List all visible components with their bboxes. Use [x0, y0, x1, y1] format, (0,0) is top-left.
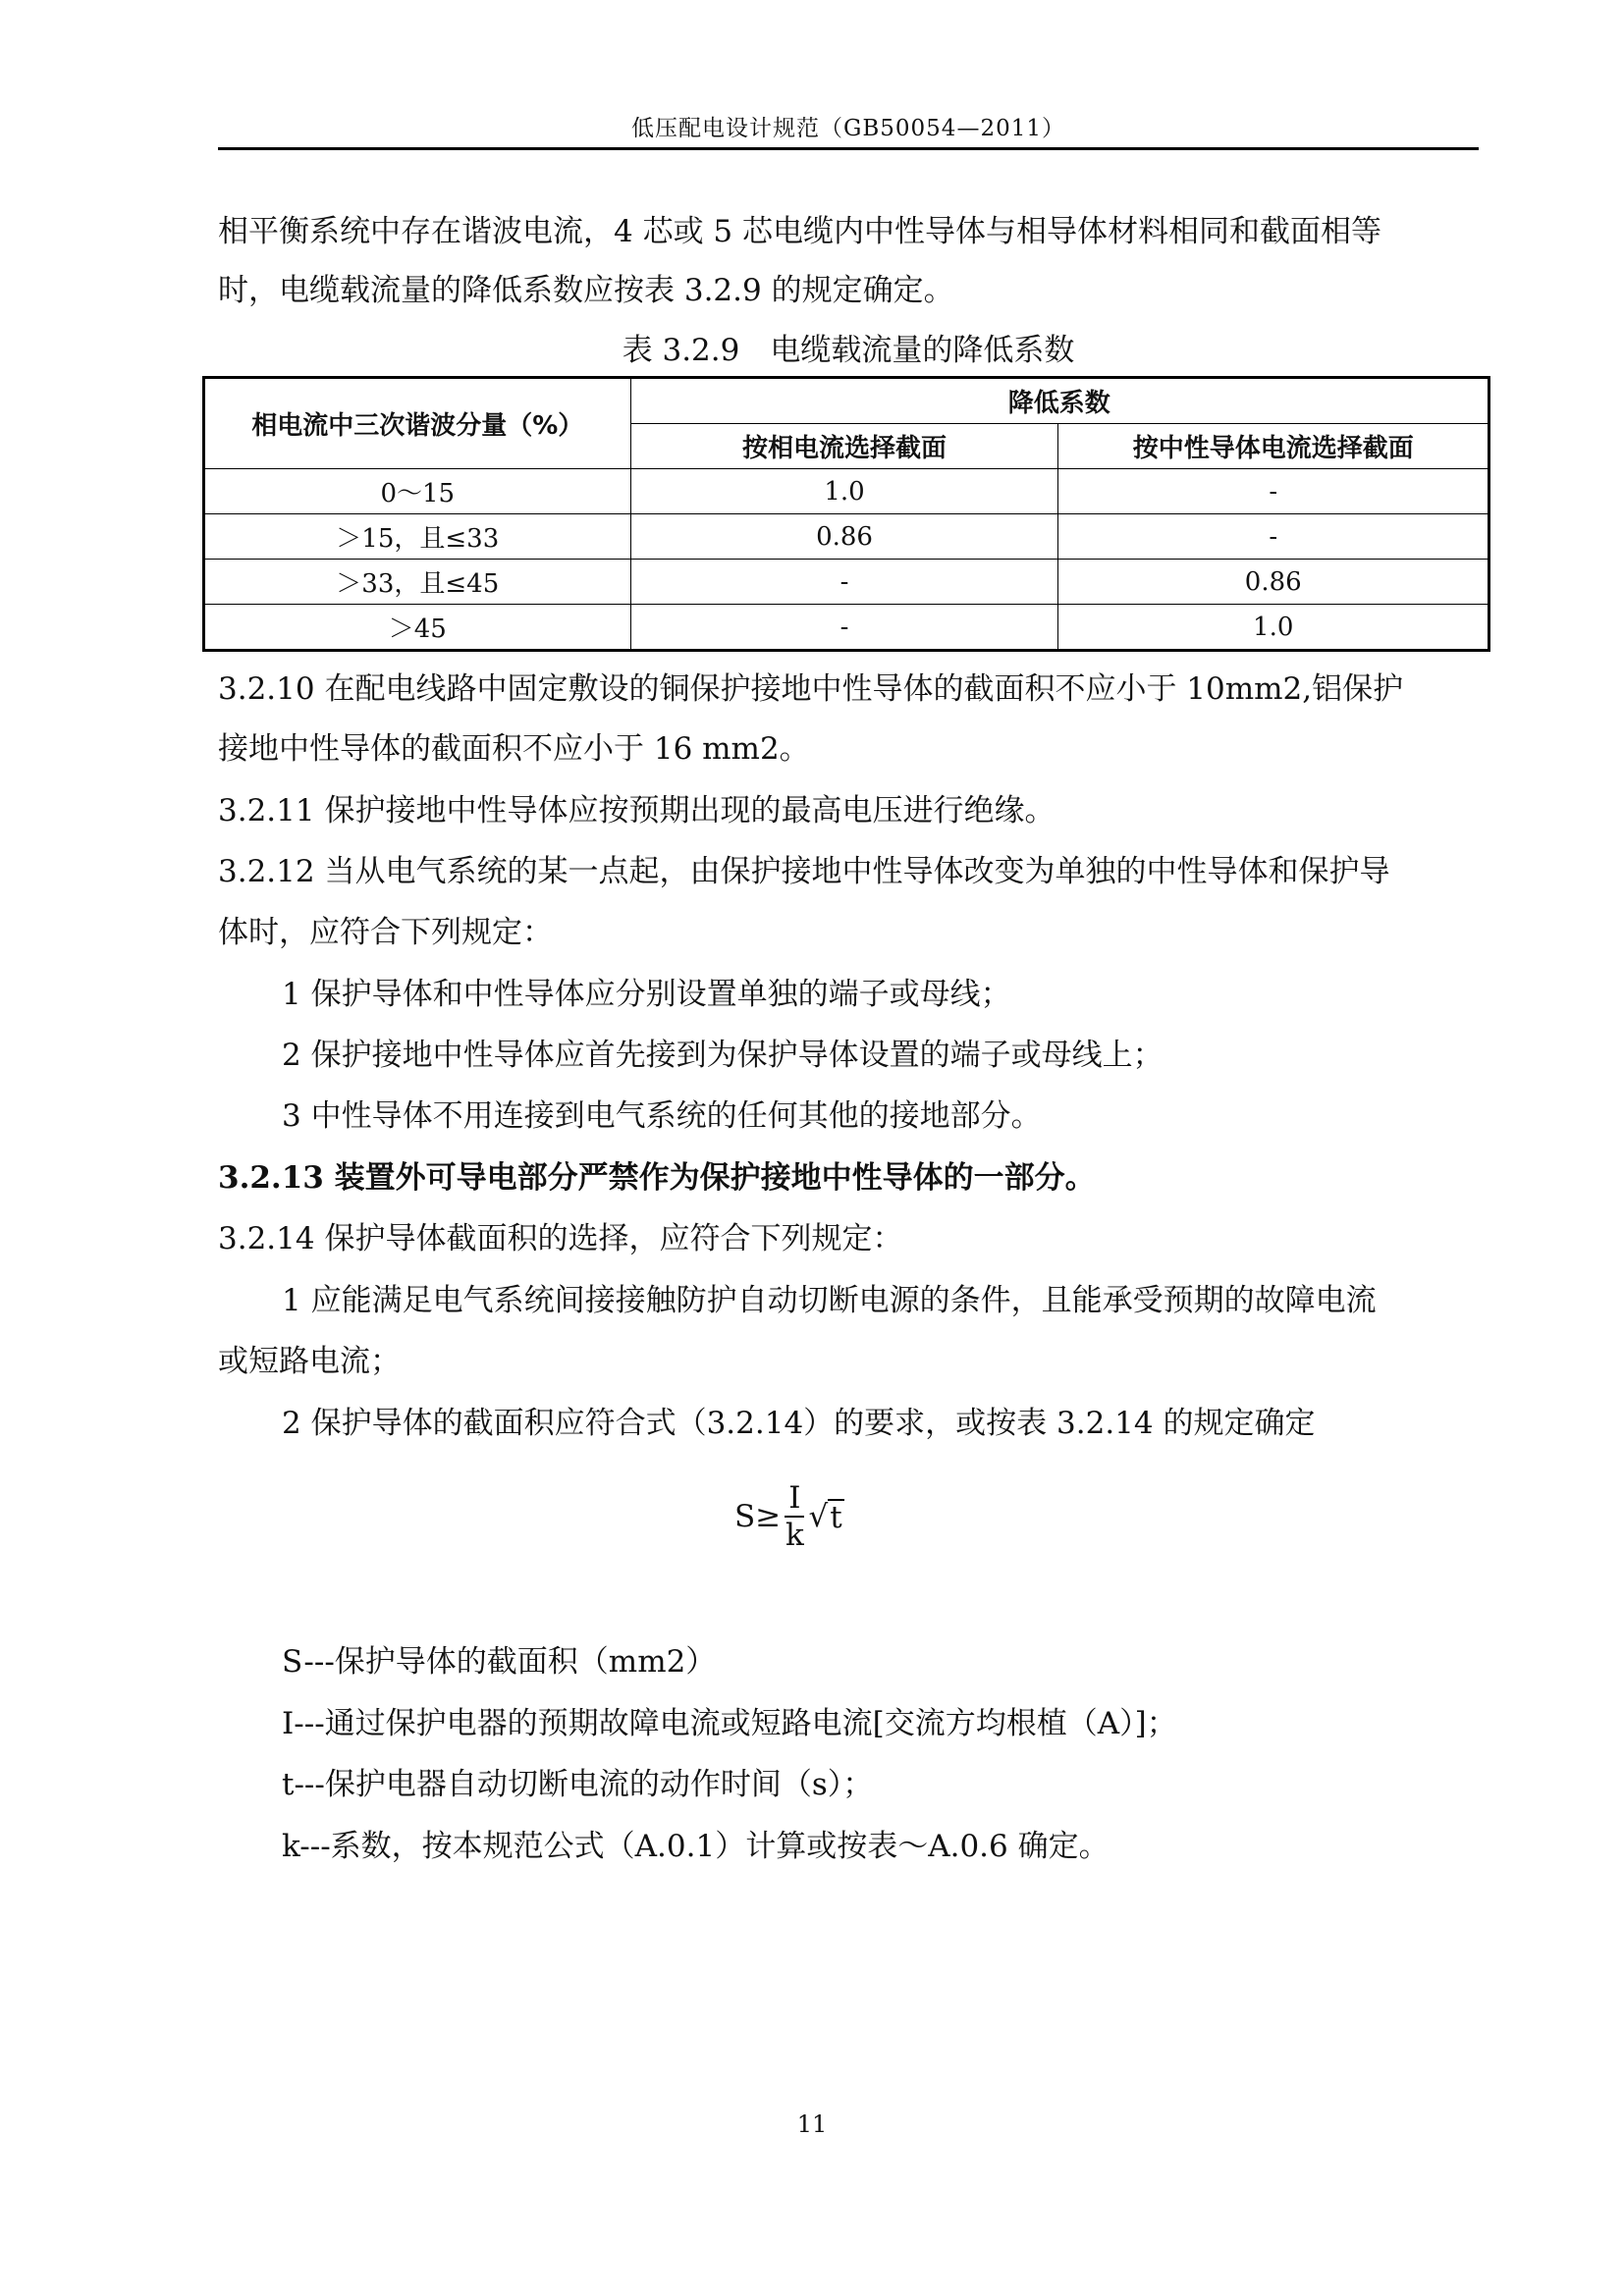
formula-numerator: I [785, 1480, 804, 1518]
clause-3-2-10-line-1: 3.2.10 在配电线路中固定敷设的铜保护接地中性导体的截面积不应小于 10mm2,铝保护 [218, 671, 1404, 707]
definition-t: t---保护电器自动切断电流的动作时间（s）； [282, 1767, 874, 1802]
table-cell: - [630, 605, 1058, 651]
clause-3-2-12-item-1: 1 保护导体和中性导体应分别设置单独的端子或母线； [282, 977, 1011, 1012]
running-header: 低压配电设计规范（GB50054—2011） [631, 116, 1065, 141]
formula-denominator: k [785, 1518, 804, 1553]
formula-radicand: t [830, 1500, 842, 1535]
table-caption: 表 3.2.9 电缆载流量的降低系数 [622, 333, 1075, 368]
formula-fraction [785, 1480, 804, 1553]
page-number: 11 [796, 2110, 828, 2138]
clause-3-2-11: 3.2.11 保护接地中性导体应按预期出现的最高电压进行绝缘。 [218, 793, 1056, 828]
clause-3-2-14-item-2: 2 保护导体的截面积应符合式（3.2.14）的要求，或按表 3.2.14 的规定确定 [282, 1406, 1316, 1441]
table-cell: 0.86 [630, 514, 1058, 560]
clause-3-2-14: 3.2.14 保护导体截面积的选择，应符合下列规定： [218, 1221, 903, 1256]
clause-3-2-12-line-2: 体时，应符合下列规定： [218, 915, 553, 950]
table-cell: 1.0 [1058, 605, 1489, 651]
clause-3-2-10-line-2: 接地中性导体的截面积不应小于 16 mm2。 [218, 731, 810, 767]
table-cell: - [1058, 469, 1489, 514]
clause-3-2-14-item-1-line-1: 1 应能满足电气系统间接接触防护自动切断电源的条件，且能承受预期的故障电流 [282, 1283, 1377, 1318]
table-row [204, 514, 1489, 560]
formula-3-2-14 [734, 1480, 844, 1553]
definition-k: k---系数，按本规范公式（A.0.1）计算或按表～A.0.6 确定。 [282, 1829, 1110, 1864]
table-row [204, 560, 1489, 605]
col-group-header: 降低系数 [630, 378, 1489, 424]
clause-3-2-12-item-3: 3 中性导体不用连接到电气系统的任何其他的接地部分。 [282, 1098, 1042, 1134]
table-cell: ＞45 [204, 605, 631, 651]
table-cell: ＞15，且≤33 [204, 514, 631, 560]
definition-s: S---保护导体的截面积（mm2） [282, 1644, 717, 1680]
table-cell: - [1058, 514, 1489, 560]
table-cell: 0～15 [204, 469, 631, 514]
clause-3-2-12-item-2: 2 保护接地中性导体应首先接到为保护导体设置的端子或母线上； [282, 1038, 1164, 1073]
clause-3-2-13: 3.2.13 装置外可导电部分严禁作为保护接地中性导体的一部分。 [218, 1160, 1096, 1196]
col-header-harmonic: 相电流中三次谐波分量（%） [204, 378, 631, 469]
table-cell: - [630, 560, 1058, 605]
intro-line-1: 相平衡系统中存在谐波电流，4 芯或 5 芯电缆内中性导体与相导体材料相同和截面相等 [218, 214, 1382, 249]
sqrt-sign: √ [808, 1499, 829, 1534]
table-row [204, 469, 1489, 514]
table-cell: 1.0 [630, 469, 1058, 514]
intro-line-2: 时，电缆载流量的降低系数应按表 3.2.9 的规定确定。 [218, 273, 954, 308]
col-header-neutral: 按中性导体电流选择截面 [1058, 424, 1489, 469]
formula-sqrt [808, 1499, 843, 1534]
header-rule [218, 147, 1479, 150]
table-cell: ＞33，且≤45 [204, 560, 631, 605]
formula-lhs: S≥ [734, 1499, 782, 1534]
table-row [204, 605, 1489, 651]
table-cell: 0.86 [1058, 560, 1489, 605]
clause-3-2-14-item-1-line-2: 或短路电流； [218, 1344, 401, 1379]
clause-3-2-12-line-1: 3.2.12 当从电气系统的某一点起，由保护接地中性导体改变为单独的中性导体和保护导 [218, 854, 1390, 889]
definition-i: I---通过保护电器的预期故障电流或短路电流[交流方均根植（A）]； [282, 1706, 1177, 1741]
col-header-phase: 按相电流选择截面 [630, 424, 1058, 469]
reduction-coefficient-table [202, 376, 1490, 652]
